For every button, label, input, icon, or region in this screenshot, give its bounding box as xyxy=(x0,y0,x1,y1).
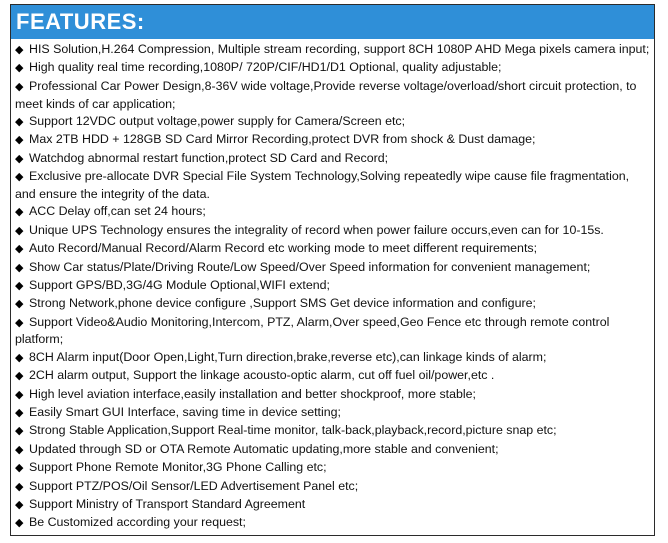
diamond-bullet-icon: ◆ xyxy=(15,44,24,56)
feature-item xyxy=(15,478,650,496)
diamond-bullet-icon: ◆ xyxy=(15,171,24,184)
diamond-bullet-icon: ◆ xyxy=(15,316,24,329)
feature-item xyxy=(15,422,650,440)
feature-text: High level aviation interface,easily installation and better shockproof, more stable; xyxy=(29,386,476,401)
diamond-bullet-icon: ◆ xyxy=(15,261,24,274)
feature-text: Support 12VDC output voltage,power supply for Camera/Screen etc; xyxy=(29,113,406,128)
feature-item xyxy=(15,277,650,295)
diamond-bullet-icon: ◆ xyxy=(15,298,24,311)
feature-text: Support PTZ/POS/Oil Sensor/LED Advertisement Panel etc; xyxy=(29,478,359,493)
diamond-bullet-icon: ◆ xyxy=(15,462,24,475)
feature-list xyxy=(11,39,654,532)
diamond-bullet-icon: ◆ xyxy=(15,279,24,292)
diamond-bullet-icon: ◆ xyxy=(15,115,24,128)
diamond-bullet-icon: ◆ xyxy=(15,480,24,493)
diamond-bullet-icon: ◆ xyxy=(15,152,24,165)
feature-item xyxy=(15,496,650,514)
feature-text: 2CH alarm output, Support the linkage acousto-optic alarm, cut off fuel oil/power,etc . xyxy=(29,368,495,383)
diamond-bullet-icon: ◆ xyxy=(15,206,24,219)
feature-item xyxy=(15,150,650,168)
feature-item xyxy=(15,314,650,349)
feature-text: Auto Record/Manual Record/Alarm Record etc working mode to meet different requirements; xyxy=(29,241,538,256)
feature-item xyxy=(15,203,650,221)
feature-text: High quality real time recording,1080P/ 720P/CIF/HD1/D1 Optional, quality adjustable; xyxy=(29,60,502,75)
feature-text: Watchdog abnormal restart function,protect SD Card and Record; xyxy=(29,150,389,165)
feature-text: 8CH Alarm input(Door Open,Light,Turn direction,brake,reverse etc),can linkage kinds of alarm; xyxy=(29,349,547,364)
diamond-bullet-icon: ◆ xyxy=(15,80,24,93)
feature-item xyxy=(15,386,650,404)
feature-text: Easily Smart GUI Interface, saving time in device setting; xyxy=(29,405,341,420)
feature-item xyxy=(15,222,650,240)
features-panel xyxy=(10,4,655,536)
feature-text: Unique UPS Technology ensures the integrality of record when power failure occurs,even can for 10-15s. xyxy=(29,222,604,237)
diamond-bullet-icon: ◆ xyxy=(15,351,24,364)
feature-text: Show Car status/Plate/Driving Route/Low Speed/Over Speed information for convenient management; xyxy=(29,259,591,274)
feature-text: Support GPS/BD,3G/4G Module Optional,WIFI extend; xyxy=(29,277,330,292)
feature-item xyxy=(15,295,650,313)
feature-item xyxy=(15,404,650,422)
feature-item xyxy=(15,441,650,459)
feature-item xyxy=(15,240,650,258)
feature-text: Updated through SD or OTA Remote Automatic updating,more stable and convenient; xyxy=(29,441,499,456)
feature-text: HIS Solution,H.264 Compression, Multiple stream recording, support 8CH 1080P AHD Mega pixels camera input; xyxy=(29,42,650,56)
feature-text: Professional Car Power Design,8-36V wide voltage,Provide reverse voltage/overload/short circuit protection, to meet kinds of car application; xyxy=(15,78,637,111)
features-heading: FEATURES: xyxy=(11,5,654,39)
feature-item xyxy=(15,259,650,277)
diamond-bullet-icon: ◆ xyxy=(15,517,24,530)
diamond-bullet-icon: ◆ xyxy=(15,498,24,511)
feature-item xyxy=(15,59,650,77)
feature-item xyxy=(15,41,650,59)
feature-item xyxy=(15,168,650,203)
feature-item xyxy=(15,459,650,477)
feature-text: Exclusive pre-allocate DVR Special File System Technology,Solving repeatedly wipe cause file fragmentation, and ensure the integrity of the data. xyxy=(15,169,630,201)
feature-text: ACC Delay off,can set 24 hours; xyxy=(29,204,206,219)
diamond-bullet-icon: ◆ xyxy=(15,224,24,237)
diamond-bullet-icon: ◆ xyxy=(15,443,24,456)
feature-item xyxy=(15,514,650,532)
feature-item xyxy=(15,349,650,367)
diamond-bullet-icon: ◆ xyxy=(15,62,24,75)
feature-text: Be Customized according your request; xyxy=(29,515,246,530)
feature-item xyxy=(15,113,650,131)
diamond-bullet-icon: ◆ xyxy=(15,243,24,256)
diamond-bullet-icon: ◆ xyxy=(15,388,24,401)
diamond-bullet-icon: ◆ xyxy=(15,370,24,383)
feature-item xyxy=(15,131,650,149)
feature-text: Strong Network,phone device configure ,Support SMS Get device information and configure; xyxy=(29,296,536,311)
feature-text: Support Phone Remote Monitor,3G Phone Calling etc; xyxy=(29,460,327,475)
diamond-bullet-icon: ◆ xyxy=(15,425,24,438)
feature-text: Strong Stable Application,Support Real-time monitor, talk-back,playback,record,picture snap etc; xyxy=(29,423,557,438)
feature-text: Support Video&Audio Monitoring,Intercom, PTZ, Alarm,Over speed,Geo Fence etc through remote control platform; xyxy=(15,314,610,347)
feature-text: Support Ministry of Transport Standard Agreement xyxy=(29,496,306,511)
diamond-bullet-icon: ◆ xyxy=(15,134,24,147)
feature-item xyxy=(15,367,650,385)
feature-text: Max 2TB HDD + 128GB SD Card Mirror Recording,protect DVR from shock & Dust damage; xyxy=(29,132,536,147)
diamond-bullet-icon: ◆ xyxy=(15,407,24,420)
feature-item xyxy=(15,78,650,113)
